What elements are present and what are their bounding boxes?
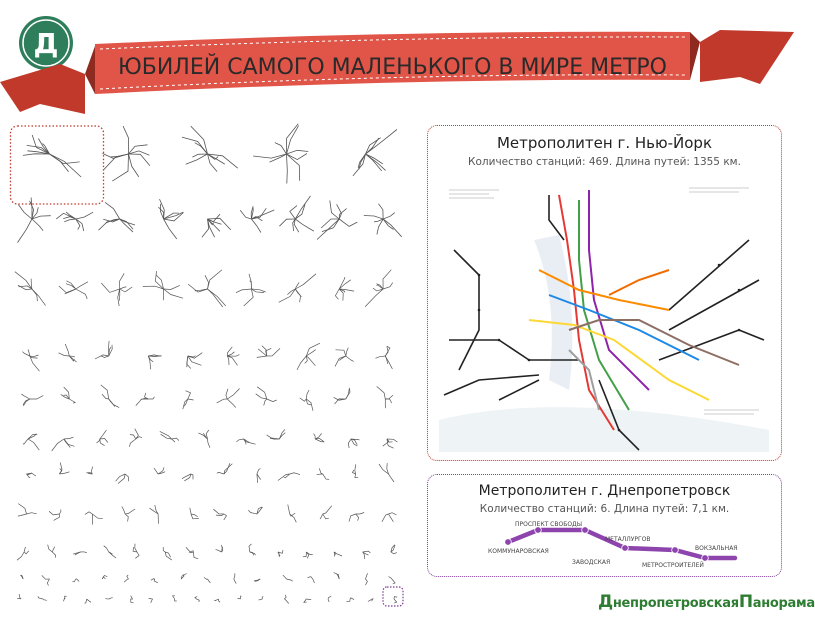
mini-metro-map [259,596,264,600]
mini-metro-map [52,437,75,451]
mini-metro-map [182,126,238,171]
mini-metro-map [227,347,239,366]
dnipropetrovsk-title: Метрополитен г. Днепропетровск [478,483,731,499]
mini-metro-map [334,552,342,557]
brand-cap-2: П [738,592,753,612]
mini-metro-map [346,598,354,602]
mini-metro-map [278,550,283,557]
mini-metro-map [349,513,364,522]
station-label: КОММУНАРОВСКАЯ [488,548,549,555]
mini-metro-map [217,389,240,408]
mini-metro-map [317,468,329,479]
mini-metro-map [234,573,236,583]
mini-metro-map [186,547,198,558]
mini-metro-map [17,547,29,560]
mini-metro-map [85,599,91,603]
mini-metro-map [48,545,56,558]
mini-metro-map [202,214,231,237]
mini-metro-map [308,577,315,583]
mini-metro-map [148,355,161,369]
mini-metro-map [204,578,210,583]
station-dot [582,527,589,534]
mini-metro-map [101,385,119,408]
mini-metro-map [391,545,397,554]
mini-metro-map [86,467,92,474]
mini-metro-map [190,508,199,519]
mini-metro-map [283,575,293,581]
mini-metro-map [216,545,223,552]
mini-metro-map [238,596,242,599]
mini-metro-map [253,124,308,184]
mini-metro-map [99,202,136,232]
mini-metro-map [198,430,210,448]
station-label: ЗАВОДСКАЯ [572,559,611,566]
mini-metro-map [352,464,358,477]
dnipropetrovsk-highlight-box [383,587,403,606]
mini-metro-map [394,597,397,603]
station-dot [505,539,512,546]
mini-metro-map [335,348,354,367]
mini-metro-map [143,271,183,300]
mini-metro-map [249,544,256,555]
mini-metro-map [122,507,135,522]
mini-metro-map [154,467,165,474]
mini-metro-map [240,206,274,232]
mini-metro-map [85,512,103,525]
mini-metro-map [328,596,331,602]
mini-metro-map [334,388,350,404]
mini-metro-map [278,473,300,481]
mini-metro-map [365,270,393,307]
mini-metro-map [317,201,357,240]
mini-metro-map [136,393,155,406]
mini-metro-map [163,547,172,560]
mini-metro-map [21,394,43,406]
logo-letter: Д [33,27,59,60]
mini-metro-map [366,573,368,585]
mini-metro-map [124,575,128,582]
mini-metro-map [314,433,325,442]
station-label: МЕТАЛЛУРГОВ [605,536,651,543]
mini-metro-map [102,126,149,181]
mini-metro-map [377,386,393,408]
brand-part-2: анорама [752,596,815,611]
mini-metro-map [101,273,132,306]
mini-metro-map [64,596,67,601]
mini-metro-map [18,504,37,516]
mini-metro-map [149,598,153,602]
mini-metro-map [38,596,47,600]
mini-metro-map [181,574,187,580]
mini-metro-map [17,594,21,599]
mini-metro-map [256,387,277,406]
metro-maps-grid [10,124,405,614]
new-york-title: Метрополитен г. Нью-Йорк [496,134,713,152]
mini-metro-map [49,510,61,521]
mini-metro-map [376,346,393,369]
brand-logotype [598,592,815,614]
mini-metro-map [158,199,183,239]
mini-metro-map [22,349,39,371]
mini-metro-map [160,431,179,442]
mini-metro-map [334,573,340,579]
banner-title: ЮБИЛЕЙ САМОГО МАЛЕНЬКОГО В МИРЕ МЕТРО [118,54,667,80]
mini-metro-map [379,463,394,482]
mini-metro-map [106,598,113,599]
mini-metro-map [297,343,320,370]
mini-metro-map [102,576,107,579]
mini-metro-map [382,513,397,522]
mini-metro-map [364,204,402,237]
mini-metro-map [363,551,371,559]
mini-metro-map [368,599,373,602]
mini-metro-map [15,272,46,306]
mini-metro-map [304,599,311,602]
mini-metro-map [248,507,262,514]
station-label: ВОКЗАЛЬНАЯ [695,545,738,552]
mini-metro-map [303,552,313,558]
mini-metro-map [182,474,193,481]
mini-metro-map [150,505,159,524]
station-dot [672,547,679,554]
mini-metro-map [335,277,354,301]
mini-metro-map [133,544,139,559]
mini-metro-map [59,344,77,362]
mini-metro-map [188,270,226,307]
mini-metro-map [130,429,142,447]
mini-metro-map [131,596,134,603]
mini-metro-map [183,391,194,409]
mini-metro-map [116,474,129,484]
mini-metro-map [236,274,266,306]
mini-metro-map [97,430,108,446]
mini-metro-map [300,390,313,411]
mini-metro-map [267,430,286,440]
mini-metro-map [187,353,203,369]
brand-cap-1: Д [598,592,613,612]
brand-part-1: непропетровская [612,596,739,611]
dnipropetrovsk-metro-map [470,520,750,575]
mini-metro-map [73,552,87,555]
mini-metro-map [73,579,80,582]
mini-metro-map [213,509,226,520]
mini-metro-map [284,595,289,604]
mini-metro-map [257,469,261,483]
mini-metro-map [27,473,36,478]
mini-metro-map [353,130,397,176]
mini-metro-map [257,346,280,358]
mini-metro-map [95,341,112,359]
mini-metro-map [383,439,398,448]
mini-metro-map [23,135,81,177]
mini-metro-map [348,439,359,448]
mini-metro-map [389,577,396,584]
mini-metro-map [288,505,297,523]
mini-metro-map [59,463,69,475]
station-label: МЕТРОСТРОИТЕЛЕЙ [642,562,704,569]
mini-metro-map [237,439,256,444]
mini-metro-map [42,575,50,585]
mini-metro-map [20,575,23,579]
mini-metro-map [59,281,88,299]
mini-metro-map [279,196,313,232]
mini-metro-map [195,597,199,602]
station-dot [622,545,629,552]
mini-metro-map [217,463,232,474]
mini-metro-map [173,596,177,601]
mini-metro-map [23,434,39,451]
mini-metro-map [56,212,93,231]
mini-metro-map [151,579,158,583]
mini-metro-map [61,387,75,403]
mini-metro-map [104,546,116,558]
mini-metro-map [214,599,220,602]
station-label: ПРОСПЕКТ СВОБОДЫ [515,521,583,528]
mini-metro-map [279,274,316,303]
new-york-subtitle: Количество станций: 469. Длина путей: 1355 км. [468,156,741,168]
new-york-highlight-box [11,126,104,204]
station-dot [702,555,709,562]
mini-metro-map [254,579,260,581]
mini-metro-map [320,506,332,519]
dnipropetrovsk-subtitle: Количество станций: 6. Длина путей: 7,1 км. [479,503,730,515]
new-york-metro-map [439,180,769,452]
